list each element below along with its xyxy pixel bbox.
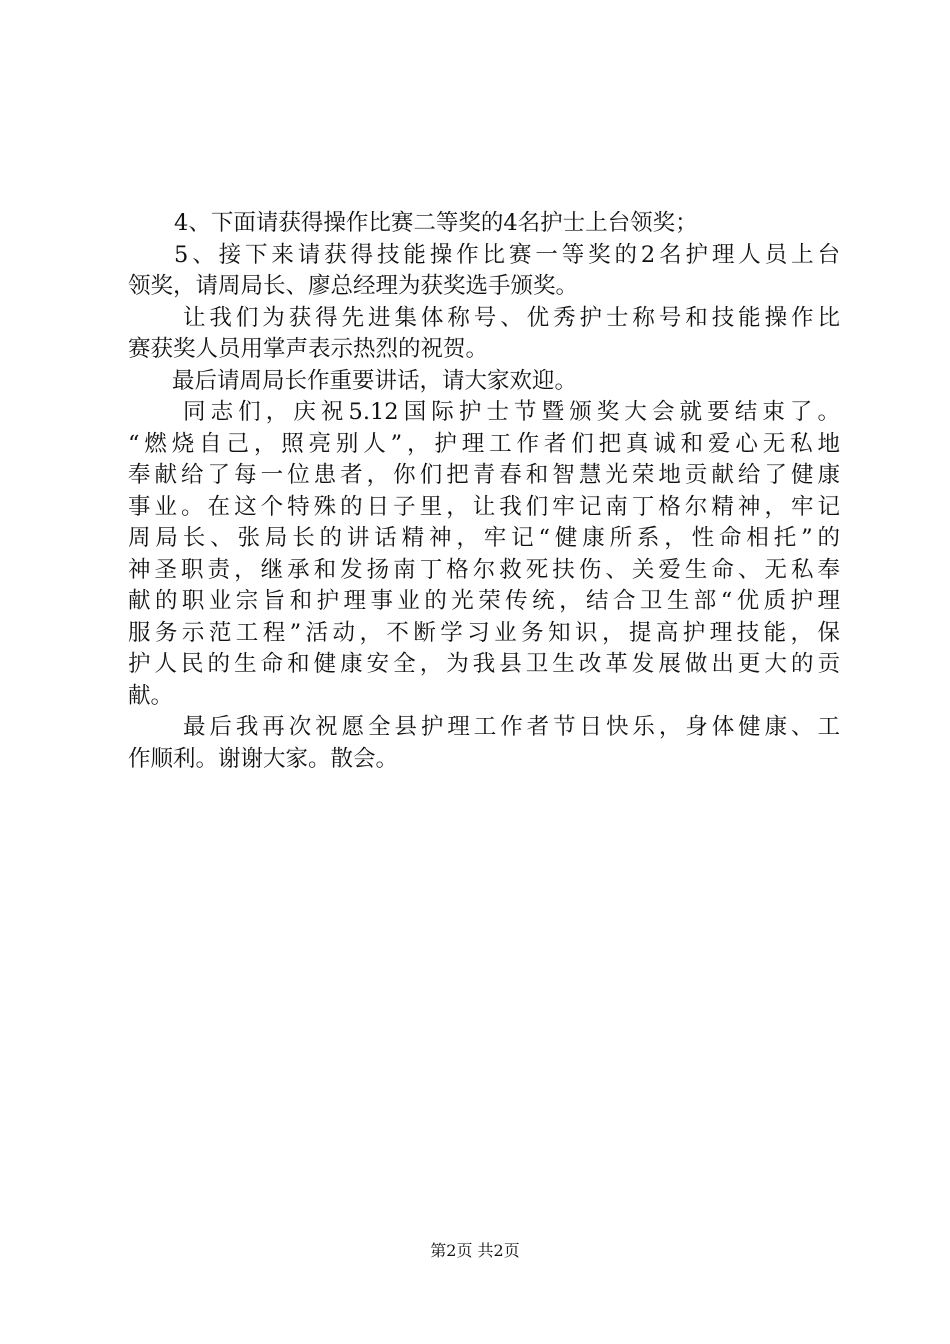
text-line: “燃烧自己，照亮别人”，护理工作者们把真诚和爱心无私地 [128, 430, 840, 457]
text-line: 献的职业宗旨和护理事业的光荣传统，结合卫生部“优质护理 [128, 588, 840, 614]
page-number-footer: 第2页 共2页 [430, 1241, 520, 1260]
text-line: 同志们，庆祝5.12国际护士节暨颁奖大会就要结束了。 [183, 399, 840, 425]
text-line: 赛获奖人员用掌声表示热烈的祝贺。 [128, 336, 489, 362]
text-line: 神圣职责，继承和发扬南丁格尔救死扶伤、关爱生命、无私奉 [128, 556, 840, 583]
text-line: 4、下面请获得操作比赛二等奖的4名护士上台领奖； [174, 210, 698, 236]
text-line: 作顺利。谢谢大家。散会。 [128, 745, 399, 772]
text-line: 服务示范工程”活动，不断学习业务知识，提高护理技能，保 [128, 619, 840, 646]
text-line: 奉献给了每一位患者，你们把青春和智慧光荣地贡献给了健康 [128, 462, 840, 488]
text-line: 最后我再次祝愿全县护理工作者节日快乐，身体健康、工 [183, 714, 840, 740]
text-line: 护人民的生命和健康安全，为我县卫生改革发展做出更大的贡 [128, 651, 840, 677]
text-line: 事业。在这个特殊的日子里，让我们牢记南丁格尔精神，牢记 [128, 493, 840, 520]
text-line: 5、接下来请获得技能操作比赛一等奖的2名护理人员上台 [174, 241, 840, 268]
text-line: 让我们为获得先进集体称号、优秀护士称号和技能操作比 [183, 304, 840, 331]
text-line: 周局长、张局长的讲话精神，牢记“健康所系，性命相托”的 [128, 525, 840, 551]
text-line: 献。 [128, 682, 174, 709]
text-line: 领奖，请周局长、廖总经理为获奖选手颁奖。 [128, 273, 579, 299]
document-body [128, 208, 840, 775]
text-line: 最后请周局长作重要讲话，请大家欢迎。 [172, 367, 578, 394]
